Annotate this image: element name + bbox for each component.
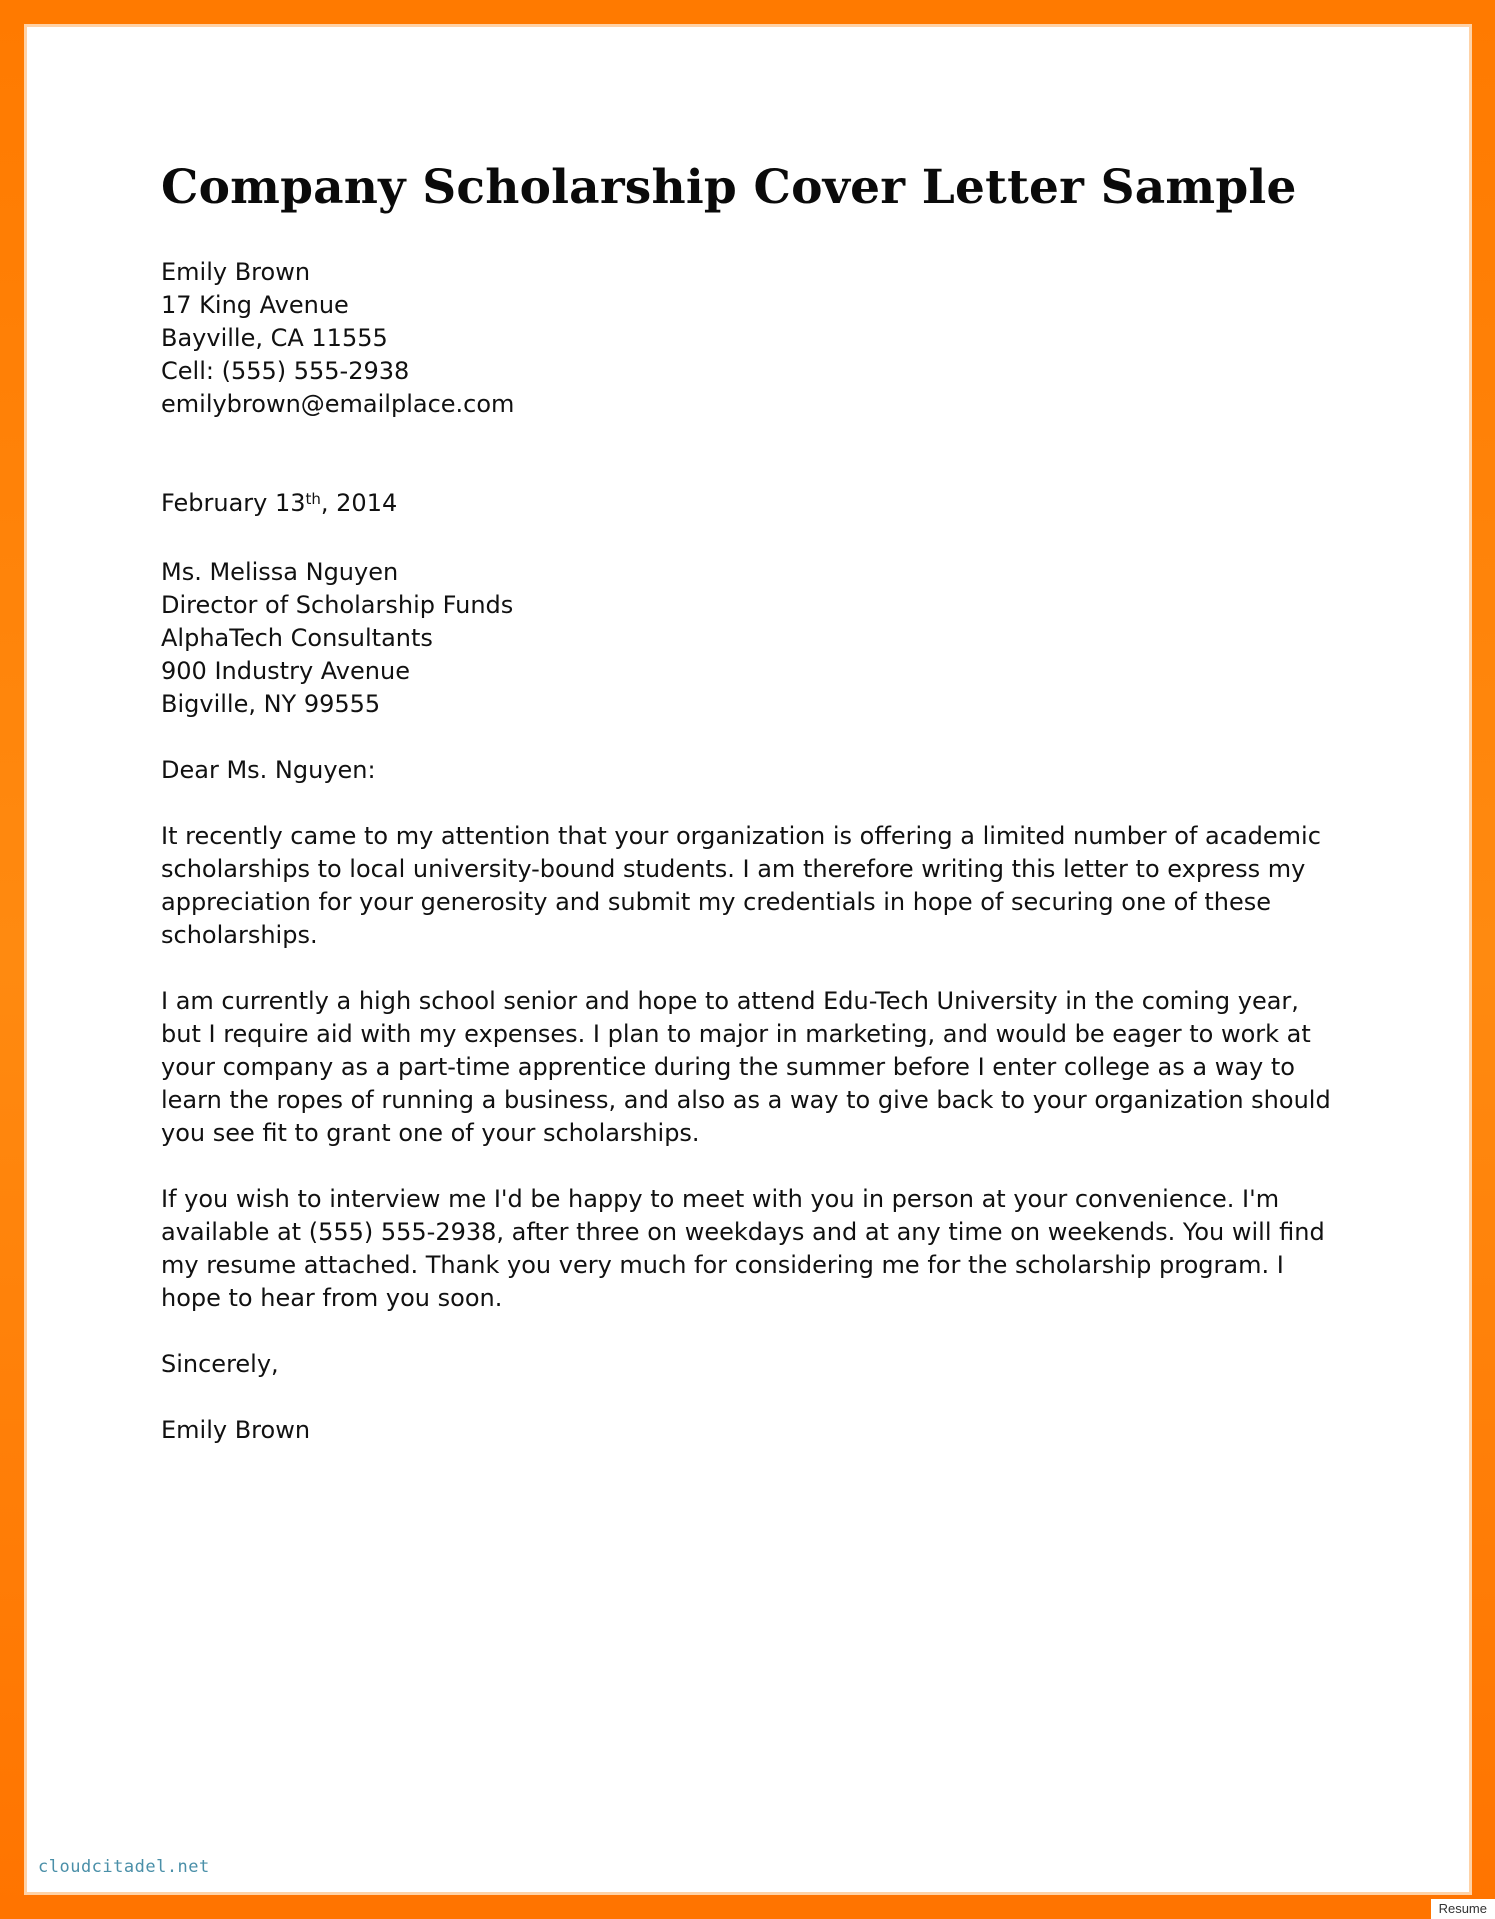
paragraph-line: scholarships to local university-bound students. I am therefore writing this letter to express my	[161, 855, 1306, 883]
closing: Sincerely,	[161, 1350, 279, 1378]
paragraph-line: available at (555) 555-2938, after three on weekdays and at any time on weekends. You will find	[161, 1218, 1325, 1246]
recipient-position: Director of Scholarship Funds	[161, 591, 514, 619]
paragraph-line: you see fit to grant one of your scholarships.	[161, 1119, 700, 1147]
paragraph-line: I am currently a high school senior and hope to attend Edu-Tech University in the coming year,	[161, 987, 1299, 1015]
paragraph-line: your company as a part-time apprentice during the summer before I enter college as a way to	[161, 1053, 1295, 1081]
date-ordinal-suffix: th	[305, 490, 321, 508]
recipient-name: Ms. Melissa Nguyen	[161, 558, 399, 586]
letter-date	[161, 487, 1351, 523]
signature: Emily Brown	[161, 1416, 311, 1444]
sender-phone: Cell: (555) 555-2938	[161, 357, 410, 385]
site-watermark: cloudcitadel.net	[38, 1857, 210, 1877]
recipient-address-block	[161, 556, 1351, 721]
recipient-street: 900 Industry Avenue	[161, 657, 410, 685]
sender-city: Bayville, CA 11555	[161, 324, 388, 352]
paragraph-line: If you wish to interview me I'd be happy to meet with you in person at your convenience. I'm	[161, 1185, 1280, 1213]
date-month-day: February 13	[161, 489, 306, 517]
body-paragraph	[161, 820, 1351, 952]
recipient-company: AlphaTech Consultants	[161, 624, 433, 652]
date-year: , 2014	[320, 489, 398, 517]
paragraph-line: It recently came to my attention that your organization is offering a limited number of academic	[161, 822, 1321, 850]
sender-email: emilybrown@emailplace.com	[161, 390, 515, 418]
paragraph-line: but I require aid with my expenses. I plan to major in marketing, and would be eager to work at	[161, 1020, 1311, 1048]
recipient-city: Bigville, NY 99555	[161, 690, 381, 718]
sender-street: 17 King Avenue	[161, 291, 349, 319]
cover-letter	[161, 160, 1351, 1447]
body-paragraph	[161, 985, 1351, 1150]
paragraph-line: hope to hear from you soon.	[161, 1284, 503, 1312]
letter-page	[24, 24, 1472, 1895]
sender-name: Emily Brown	[161, 258, 311, 286]
resume-tag: Resume	[1431, 1899, 1495, 1919]
paragraph-line: learn the ropes of running a business, and also as a way to give back to your organization should	[161, 1086, 1331, 1114]
sender-address-block	[161, 256, 1351, 421]
paragraph-line: my resume attached. Thank you very much for considering me for the scholarship program. I	[161, 1251, 1284, 1279]
paragraph-line: scholarships.	[161, 921, 318, 949]
body-paragraph	[161, 1183, 1351, 1315]
salutation: Dear Ms. Nguyen:	[161, 756, 376, 784]
page-title: Company Scholarship Cover Letter Sample	[161, 160, 1297, 215]
paragraph-line: appreciation for your generosity and submit my credentials in hope of securing one of these	[161, 888, 1271, 916]
